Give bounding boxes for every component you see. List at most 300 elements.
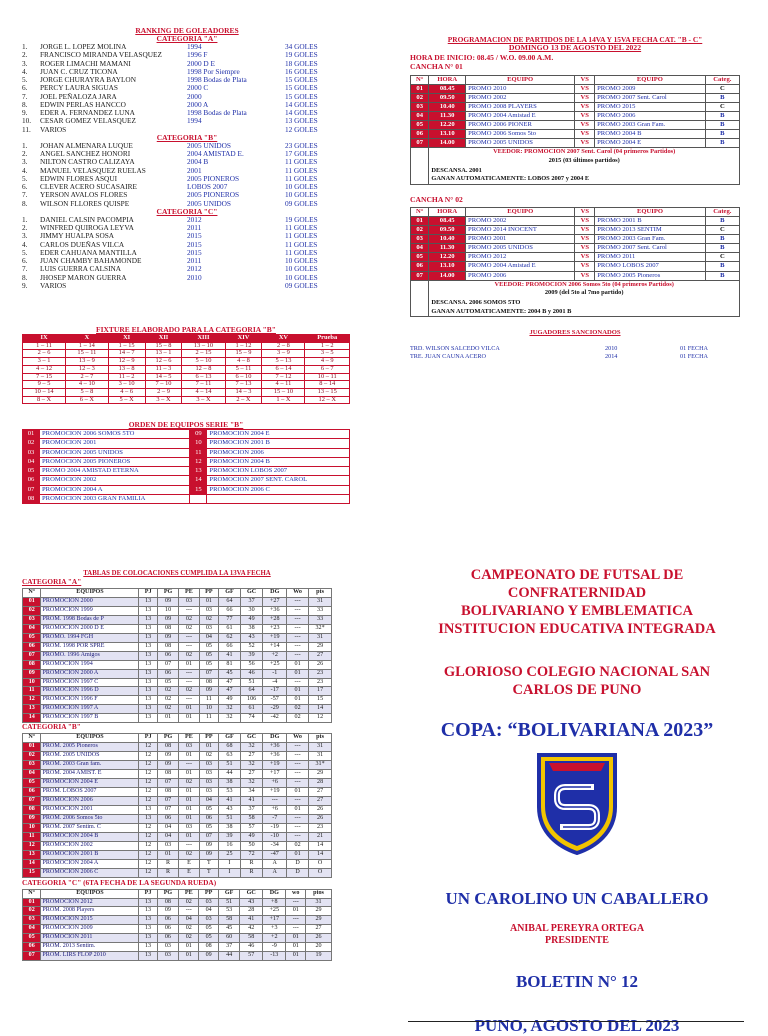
stat-cell: --- bbox=[287, 624, 309, 633]
home-team: PROMO 2014 INOCENT bbox=[466, 226, 575, 235]
stat-cell: 68 bbox=[219, 743, 241, 752]
stat-cell: 26 bbox=[309, 814, 332, 823]
standings-header-cell: EQUIPOS bbox=[41, 734, 139, 743]
player-name: ROGER LIMACHI MAMANI bbox=[40, 58, 131, 68]
stat-cell: 31 bbox=[306, 898, 332, 907]
stat-cell: 01 bbox=[286, 943, 306, 952]
fixture-cell: 13 – 15 bbox=[305, 388, 350, 396]
stat-cell: 14 bbox=[309, 850, 332, 859]
stat-cell: 02 bbox=[287, 714, 309, 723]
stat-cell: 106 bbox=[240, 696, 263, 705]
serie-number: 10 bbox=[190, 439, 207, 448]
stat-cell: 13 bbox=[139, 606, 157, 615]
stat-cell: +19 bbox=[263, 633, 287, 642]
match-notes-row bbox=[411, 280, 740, 317]
standings-header-cell: N° bbox=[23, 734, 41, 743]
stat-cell: 63 bbox=[219, 752, 241, 761]
stat-cell: 02 bbox=[179, 779, 199, 788]
team-name: 2010 bbox=[187, 272, 202, 282]
notes-spacer bbox=[411, 148, 429, 185]
stat-cell: 03 bbox=[179, 823, 199, 832]
standings-row bbox=[23, 952, 332, 961]
standings-header-cell: PP bbox=[199, 889, 219, 898]
fixture-row bbox=[23, 365, 350, 373]
stat-cell: R bbox=[240, 868, 263, 877]
player-name: WINFRED QUIROGA LEYVA bbox=[40, 223, 134, 232]
team-name: PROM. 2006 Somos 5to bbox=[41, 814, 139, 823]
stat-cell: 33 bbox=[309, 606, 332, 615]
serie-number: 03 bbox=[23, 448, 40, 457]
serie-number: 02 bbox=[23, 439, 40, 448]
stat-cell: 09 bbox=[199, 841, 219, 850]
fixture-cell: 2 – 6 bbox=[23, 350, 66, 358]
stat-cell: 06 bbox=[157, 934, 178, 943]
fixture-row bbox=[23, 373, 350, 381]
serie-number: 04 bbox=[23, 457, 40, 466]
position: 01 bbox=[23, 597, 41, 606]
rank-number: 8. bbox=[22, 198, 28, 208]
team-name: 2015 bbox=[187, 231, 202, 241]
stat-cell: -42 bbox=[263, 714, 287, 723]
match-category: B bbox=[705, 262, 739, 271]
match-header-cell: HORA bbox=[429, 207, 466, 216]
stat-cell: 03 bbox=[199, 624, 219, 633]
player-name: JUAN C. CRUZ TICONA bbox=[40, 66, 118, 76]
goals: 23 GOLES bbox=[285, 140, 318, 150]
goals: 10 GOLES bbox=[285, 264, 318, 274]
cover-section bbox=[410, 566, 744, 1036]
stat-cell: 41 bbox=[219, 651, 241, 660]
match-row bbox=[411, 139, 740, 148]
stat-cell: 13 bbox=[139, 633, 157, 642]
stat-cell: 13 bbox=[139, 705, 157, 714]
position: 04 bbox=[23, 925, 41, 934]
stat-cell: 21 bbox=[309, 832, 332, 841]
stat-cell: 37 bbox=[240, 597, 263, 606]
goals: 14 GOLES bbox=[285, 99, 318, 109]
away-team: PROMO 2013 SENTIM bbox=[595, 226, 705, 235]
fixture-row bbox=[23, 388, 350, 396]
away-team: PROMO 2007 Sent. Carol bbox=[595, 93, 706, 102]
stat-cell: 61 bbox=[219, 624, 241, 633]
rank-number: 4. bbox=[22, 239, 28, 249]
rank-number: 10. bbox=[22, 116, 32, 126]
goals: 12 GOLES bbox=[285, 124, 318, 134]
fixture-cell: 12 – X bbox=[305, 396, 350, 404]
stat-cell: 01 bbox=[179, 952, 199, 961]
fixture-cell: 3 – X bbox=[182, 396, 225, 404]
fixture-header-cell: IX bbox=[23, 335, 66, 343]
serie-team: PROMOCION 2005 PIONEROS bbox=[40, 457, 190, 466]
team-name: PROMOCION 1996 D bbox=[41, 687, 139, 696]
position: 12 bbox=[23, 696, 41, 705]
team-name: PROMOCION 2002 bbox=[41, 841, 139, 850]
standings-row bbox=[23, 788, 332, 797]
stat-cell: 02 bbox=[179, 651, 199, 660]
serie-number: 05 bbox=[23, 467, 40, 476]
standings-row bbox=[23, 761, 332, 770]
stat-cell: 56 bbox=[240, 660, 263, 669]
stat-cell: -9 bbox=[263, 943, 286, 952]
match-time: 11.30 bbox=[429, 111, 466, 120]
standings-title: TABLAS DE COLOCACIONES CUMPLIDA LA 13VA FECHA bbox=[83, 570, 271, 577]
team-name: PROMO. 1994 FGH bbox=[41, 633, 139, 642]
cover-line1: CAMPEONATO DE FUTSAL DE bbox=[470, 567, 684, 583]
stat-cell: 37 bbox=[240, 805, 263, 814]
stat-cell: 13 bbox=[139, 660, 157, 669]
stat-cell: 05 bbox=[157, 678, 179, 687]
stat-cell: 01 bbox=[287, 805, 309, 814]
team-name: PROMOCION 1997 A bbox=[41, 705, 139, 714]
match-number: 07 bbox=[411, 139, 429, 148]
stat-cell: 09 bbox=[157, 633, 179, 642]
stat-cell: 27 bbox=[240, 752, 263, 761]
stat-cell: 42 bbox=[240, 925, 263, 934]
position: 03 bbox=[23, 615, 41, 624]
team-name: PROMOCION 2011 bbox=[41, 934, 139, 943]
serie-number: 13 bbox=[190, 467, 207, 476]
goals: 11 GOLES bbox=[285, 223, 318, 232]
stat-cell: 01 bbox=[286, 934, 306, 943]
position: 01 bbox=[23, 743, 41, 752]
stat-cell: 06 bbox=[199, 814, 219, 823]
stat-cell: 45 bbox=[218, 925, 239, 934]
rank-number: 2. bbox=[22, 50, 28, 60]
stat-cell: +2 bbox=[263, 651, 287, 660]
stat-cell: 39 bbox=[240, 651, 263, 660]
standings-header-cell: GC bbox=[240, 889, 263, 898]
stat-cell: 81 bbox=[219, 660, 241, 669]
standings-row bbox=[23, 606, 332, 615]
rank-number: 5. bbox=[22, 75, 28, 84]
standings-header-cell: PG bbox=[157, 589, 179, 598]
stat-cell: 47 bbox=[219, 678, 241, 687]
match-number: 05 bbox=[411, 253, 429, 262]
stat-cell: 04 bbox=[199, 907, 219, 916]
stat-cell: 12 bbox=[139, 743, 157, 752]
fixture-cell: 12 – 8 bbox=[182, 365, 225, 373]
team-name: 2000 bbox=[187, 91, 202, 101]
fixture-cell: 7 – 10 bbox=[145, 381, 182, 389]
stat-cell: -17 bbox=[263, 687, 287, 696]
standings-header-cell: EQUIPOS bbox=[41, 589, 139, 598]
descansa-text: DESCANSA. 2001 bbox=[431, 167, 482, 175]
sancionados-list bbox=[410, 345, 740, 361]
player-name: JUAN CHAMBY BAHAMONDE bbox=[40, 256, 142, 265]
rank-number: 4. bbox=[22, 165, 28, 175]
stat-cell: 32 bbox=[219, 705, 241, 714]
stat-cell: 31 bbox=[309, 743, 332, 752]
match-number: 01 bbox=[411, 84, 429, 93]
standings-header-cell: PE bbox=[179, 734, 199, 743]
serie-row bbox=[23, 495, 350, 504]
stat-cell: 13 bbox=[139, 952, 157, 961]
cancha1-label: CANCHA N° 01 bbox=[410, 61, 463, 71]
serie-team: PROMOCION 2001 bbox=[40, 439, 190, 448]
goals: 10 GOLES bbox=[285, 256, 318, 265]
sanctioned-row bbox=[410, 353, 740, 361]
president-title: PRESIDENTE bbox=[545, 935, 609, 946]
stat-cell: 13 bbox=[139, 907, 157, 916]
fixture-cell: 6 – 14 bbox=[262, 365, 305, 373]
rank-number: 1. bbox=[22, 42, 28, 51]
serie-row bbox=[23, 448, 350, 457]
position: 13 bbox=[23, 850, 41, 859]
away-team: PROMO 2003 Gran Fam. bbox=[595, 235, 705, 244]
sanction-length: 01 FECHA bbox=[680, 353, 709, 361]
stat-cell: 01 bbox=[287, 850, 309, 859]
stat-cell: 01 bbox=[179, 796, 199, 805]
stat-cell: 46 bbox=[240, 669, 263, 678]
stat-cell: O bbox=[309, 859, 332, 868]
fixture-cell: 8 – X bbox=[23, 396, 66, 404]
player-name: DANIEL CALSIN PACOMPIA bbox=[40, 214, 134, 224]
stat-cell: 09 bbox=[199, 850, 219, 859]
goals: 09 GOLES bbox=[285, 280, 318, 290]
team-name: PROMOCION 2015 bbox=[41, 916, 139, 925]
stat-cell: +28 bbox=[263, 615, 287, 624]
position: 08 bbox=[23, 805, 41, 814]
position: 11 bbox=[23, 687, 41, 696]
stat-cell: 16 bbox=[219, 841, 241, 850]
school-shield-logo bbox=[535, 751, 619, 855]
standings-row bbox=[23, 678, 332, 687]
match-notes-row bbox=[411, 148, 740, 185]
match-category: B bbox=[705, 244, 739, 253]
team-name: PROMOCION 2006 bbox=[41, 796, 139, 805]
stat-cell: 13 bbox=[139, 696, 157, 705]
shield-icon bbox=[535, 751, 619, 855]
team-name: 2012 bbox=[187, 214, 202, 224]
vs-label: VS bbox=[575, 93, 595, 102]
player-name: EDWIN FLORES ASQUI bbox=[40, 173, 118, 183]
away-team: PROMO 2007 Sent. Carol bbox=[595, 244, 705, 253]
stat-cell: 01 bbox=[179, 943, 199, 952]
stat-cell: 51 bbox=[219, 814, 241, 823]
away-team: PROMO 2004 B bbox=[595, 130, 706, 139]
fixture-cell: 7 – 15 bbox=[23, 373, 66, 381]
stat-cell: 11 bbox=[199, 714, 219, 723]
away-team: PROMO 2005 Pioneros bbox=[595, 271, 705, 280]
cover-copa: COPA: “BOLIVARIANA 2023” bbox=[440, 719, 714, 741]
stat-cell: +36 bbox=[263, 606, 287, 615]
match-header-cell: Categ. bbox=[705, 75, 739, 84]
stat-cell: 08 bbox=[199, 943, 219, 952]
notes-spacer bbox=[411, 280, 429, 317]
match-number: 01 bbox=[411, 216, 429, 225]
stat-cell: +3 bbox=[263, 925, 286, 934]
stat-cell: 01 bbox=[179, 788, 199, 797]
stat-cell: -13 bbox=[263, 952, 286, 961]
stat-cell: 01 bbox=[179, 805, 199, 814]
stat-cell: 11 bbox=[199, 696, 219, 705]
position: 03 bbox=[23, 761, 41, 770]
team-name: 1998 Bodas de Plata bbox=[187, 75, 247, 84]
match-header-row bbox=[411, 75, 740, 84]
player-name: NILTON CASTRO CALIZAYA bbox=[40, 157, 135, 167]
fixture-header-cell: XIII bbox=[182, 335, 225, 343]
stat-cell: 08 bbox=[199, 678, 219, 687]
stat-cell: 12 bbox=[139, 796, 157, 805]
stat-cell: 08 bbox=[157, 743, 179, 752]
goals: 11 GOLES bbox=[285, 239, 318, 249]
stat-cell: D bbox=[287, 868, 309, 877]
serie-row bbox=[23, 457, 350, 466]
programacion-section bbox=[410, 36, 740, 361]
match-time: 08.45 bbox=[429, 84, 466, 93]
stat-cell: O bbox=[309, 868, 332, 877]
fixture-cell: 4 – 6 bbox=[108, 388, 145, 396]
standings-row bbox=[23, 779, 332, 788]
team-name: PROMOCION 2006 C bbox=[41, 868, 139, 877]
stat-cell: 09 bbox=[157, 615, 179, 624]
fixture-cell: 12 – 9 bbox=[108, 358, 145, 366]
vs-label: VS bbox=[575, 130, 595, 139]
home-team: PROMO 2012 bbox=[466, 253, 575, 262]
fixture-cell: 6 – 7 bbox=[305, 365, 350, 373]
stat-cell: --- bbox=[179, 841, 199, 850]
team-name: PROMOCION 1997 C bbox=[41, 678, 139, 687]
match-header-cell: EQUIPO bbox=[466, 207, 575, 216]
stat-cell: 26 bbox=[306, 934, 332, 943]
serie-number: 08 bbox=[23, 495, 40, 504]
standings-header-cell: ptos bbox=[306, 889, 332, 898]
fixture-cell: 14 – 5 bbox=[145, 373, 182, 381]
match-row bbox=[411, 262, 740, 271]
team-name: 2012 bbox=[187, 264, 202, 274]
stat-cell: 02 bbox=[287, 705, 309, 714]
serie-row bbox=[23, 430, 350, 439]
fixture-cell: 13 – 10 bbox=[182, 342, 225, 350]
match-category: C bbox=[705, 253, 739, 262]
team-name: PROMOCION 2000 bbox=[41, 597, 139, 606]
stat-cell: 02 bbox=[179, 624, 199, 633]
stat-cell: 01 bbox=[179, 705, 199, 714]
stat-cell: --- bbox=[287, 823, 309, 832]
away-team: PROMO 2015 bbox=[595, 102, 706, 111]
stat-cell: 03 bbox=[199, 761, 219, 770]
stat-cell: 12 bbox=[309, 714, 332, 723]
goals: 11 GOLES bbox=[285, 165, 318, 175]
cat-a-table bbox=[22, 588, 332, 723]
standings-header-cell: PG bbox=[157, 734, 179, 743]
match-number: 06 bbox=[411, 130, 429, 139]
stat-cell: 02 bbox=[179, 934, 199, 943]
standings-row bbox=[23, 796, 332, 805]
position: 10 bbox=[23, 678, 41, 687]
stat-cell: 31* bbox=[309, 761, 332, 770]
position: 08 bbox=[23, 660, 41, 669]
serie-team: PROMOCION 2004 B bbox=[207, 457, 350, 466]
fixture-cell: 4 – 10 bbox=[66, 381, 109, 389]
stat-cell: 06 bbox=[157, 925, 178, 934]
place-date: PUNO, AGOSTO DEL 2023 bbox=[474, 1016, 680, 1035]
stat-cell: 12 bbox=[139, 761, 157, 770]
stat-cell: 58 bbox=[218, 916, 239, 925]
stat-cell: 02 bbox=[199, 752, 219, 761]
fixture-cell: 1 – 12 bbox=[225, 342, 262, 350]
stat-cell: --- bbox=[287, 615, 309, 624]
standings-header-cell: PG bbox=[157, 889, 178, 898]
stat-cell: 02 bbox=[157, 705, 179, 714]
standings-header-cell: EQUIPOS bbox=[41, 889, 139, 898]
stat-cell: 13 bbox=[139, 814, 157, 823]
match-category: B bbox=[705, 139, 739, 148]
stat-cell: 01 bbox=[287, 696, 309, 705]
stat-cell: 08 bbox=[157, 788, 179, 797]
stat-cell: 01 bbox=[287, 687, 309, 696]
stat-cell: 64 bbox=[219, 597, 241, 606]
stat-cell: I bbox=[219, 868, 241, 877]
stat-cell: 29 bbox=[306, 907, 332, 916]
team-name: 2005 PIONEROS bbox=[187, 190, 240, 200]
team-name: PROMOCION 1999 bbox=[41, 606, 139, 615]
stat-cell: 58 bbox=[240, 934, 263, 943]
stat-cell: 27 bbox=[240, 770, 263, 779]
match-number: 04 bbox=[411, 244, 429, 253]
team-name: PROM. LOBOS 2007 bbox=[41, 788, 139, 797]
cancha2-label: CANCHA N° 02 bbox=[410, 194, 463, 204]
team-name: PROMOCION 2004 B bbox=[41, 832, 139, 841]
away-team: PROMO 2004 E bbox=[595, 139, 706, 148]
standings-header-cell: PE bbox=[179, 889, 199, 898]
fixture-cell: 9 – 5 bbox=[23, 381, 66, 389]
standings-header-cell: DG bbox=[263, 734, 287, 743]
fixture-cell: 5 – X bbox=[108, 396, 145, 404]
standings-row bbox=[23, 743, 332, 752]
stat-cell: 13 bbox=[139, 669, 157, 678]
standings-row bbox=[23, 907, 332, 916]
player-name: CLEVER ACERO SUCASAIRE bbox=[40, 182, 137, 191]
stat-cell: 04 bbox=[157, 832, 179, 841]
match-header-cell: VS bbox=[575, 75, 595, 84]
team-name: PROM. 2007 Sentim. C bbox=[41, 823, 139, 832]
fixture-cell: 11 – 2 bbox=[108, 373, 145, 381]
fixture-header-cell: XII bbox=[145, 335, 182, 343]
match-category: B bbox=[705, 93, 739, 102]
stat-cell: 01 bbox=[179, 752, 199, 761]
stat-cell: -47 bbox=[263, 850, 287, 859]
match-time: 08.45 bbox=[429, 216, 466, 225]
vs-label: VS bbox=[575, 120, 595, 129]
stat-cell: 03 bbox=[199, 898, 219, 907]
match-number: 03 bbox=[411, 102, 429, 111]
stat-cell: --- bbox=[287, 597, 309, 606]
player-name: CESAR GOMEZ VELASQUEZ bbox=[40, 116, 136, 126]
stat-cell: D bbox=[287, 859, 309, 868]
position: 06 bbox=[23, 943, 41, 952]
stat-cell: -19 bbox=[263, 823, 287, 832]
standings-row bbox=[23, 934, 332, 943]
stat-cell: --- bbox=[179, 907, 199, 916]
match-category: C bbox=[705, 226, 739, 235]
stat-cell: --- bbox=[287, 832, 309, 841]
stat-cell: 01 bbox=[286, 907, 306, 916]
standings-row bbox=[23, 925, 332, 934]
fixture-cell: 2 – 9 bbox=[145, 388, 182, 396]
match-header-cell: EQUIPO bbox=[595, 75, 706, 84]
standings-row bbox=[23, 850, 332, 859]
stat-cell: 09 bbox=[157, 761, 179, 770]
stat-cell: 13 bbox=[139, 651, 157, 660]
position: 02 bbox=[23, 752, 41, 761]
goals: 17 GOLES bbox=[285, 149, 318, 158]
match-row bbox=[411, 120, 740, 129]
standings-header-cell: GC bbox=[240, 734, 263, 743]
standings-row bbox=[23, 624, 332, 633]
vs-label: VS bbox=[575, 139, 595, 148]
fixture-cell: 5 – 11 bbox=[225, 365, 262, 373]
